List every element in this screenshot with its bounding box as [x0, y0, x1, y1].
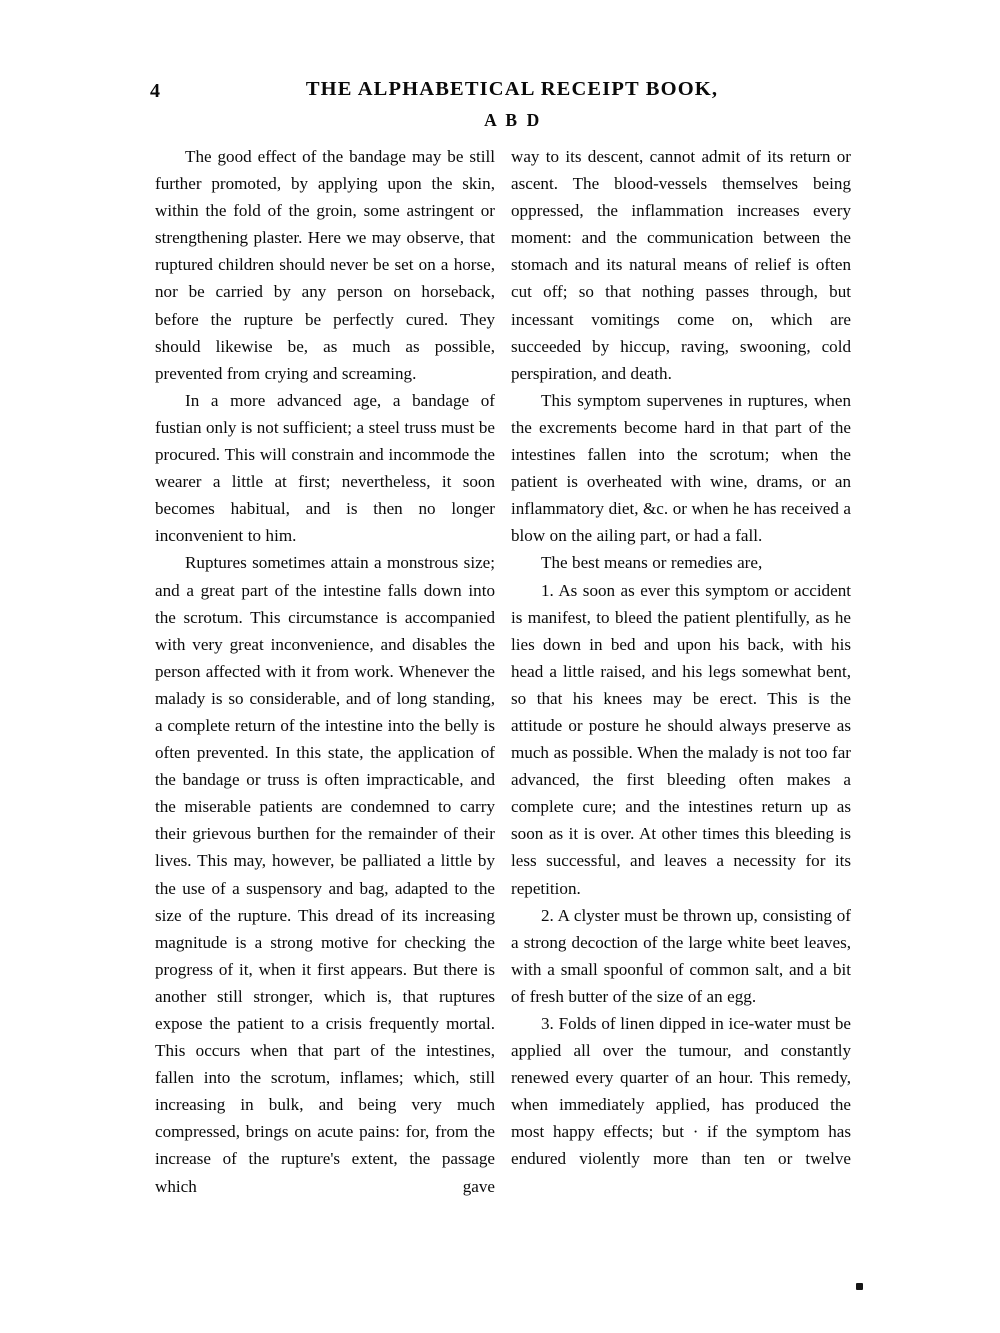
paragraph: This symptom supervenes in ruptures, when the excrements become hard in that part of the intestines fallen into the scrotum; when the patient is overheated with wine, drams, or an inflammatory diet, &c. or when he has received a blow on the ailing part, or had a fall. [511, 390, 851, 546]
book-title-header: THE ALPHABETICAL RECEIPT BOOK, [305, 78, 719, 100]
ink-speck [856, 1283, 863, 1290]
page-number: 4 [150, 80, 161, 102]
two-column-body [155, 143, 851, 1278]
section-heading: A B D [484, 110, 542, 130]
paragraph: 1. As soon as ever this symptom or accident is manifest, to bleed the patient plentifully, as he lies down in bed and upon his back, with his head a little raised, and his legs somewhat bent, so that his knees may be erect. This is the attitude or posture he should always preserve as much as possible. When the malady is not too far advanced, the first bleeding often makes a complete cure; and the intestines return up as soon as it is over. At other times this bleeding is less successful, and leaves a necessity for its repetition. [511, 580, 851, 898]
paragraph: Ruptures sometimes attain a monstrous size; and a great part of the intestine falls down into the scrotum. This circumstance is accompanied with very great inconvenience, and disables the person affected with it from work. Whenever the malady is so considerable, and of long standing, a complete return of the intestine into the belly is often prevented. In this state, the application of the bandage or truss is often impracticable, and the miserable patients are condemned to carry their grievous burthen for the remainder of their lives. This may, however, be palliated a little by the use of a suspensory and bag, adapted to the size of the rupture. This dread of its increasing magnitude is a strong motive for checking the progress of it, when it first appears. But there is another still stronger, which is, that ruptures expose the patient to a crisis frequently mortal. This occurs when that part of the intestines, fallen into the scrotum, inflames; which, still increasing in bulk, and being very much compressed, brings on acute pains: for, from the increase of the rupture's extent, the passage which gave [155, 553, 495, 1196]
paragraph: The best means or remedies are, [541, 553, 763, 573]
paragraph: 2. A clyster must be thrown up, consisting of a strong decoction of the large white beet leaves, with a small spoonful of common salt, and a bit of fresh butter of the size of an egg. [511, 905, 851, 1006]
paragraph: 3. Folds of linen dipped in ice-water must be applied all over the tumour, and constantly renewed every quarter of an hour. This remedy, when immediately applied, has produced the most happy effects; but · if the symptom has endured violently more than ten or twelve [511, 1014, 851, 1169]
running-head [150, 78, 850, 108]
column-left [155, 143, 495, 1278]
column-right [511, 143, 851, 1278]
paragraph: The good effect of the bandage may be still further promoted, by applying upon the skin, within the fold of the groin, some astringent or strengthening plaster. Here we may observe, that ruptured children should never be set on a horse, nor be carried by any person on horseback, before the rupture be perfectly cured. They should likewise be, as much as possible, prevented from crying and screaming. [155, 147, 495, 383]
paragraph: way to its descent, cannot admit of its return or ascent. The blood-vessels themselves being oppressed, the inflammation increases every moment: and the communication between the stomach and its natural means of relief is often cut off; so that nothing passes through, but incessant vomitings come on, which are succeeded by hiccup, raving, swooning, cold perspiration, and death. [511, 147, 851, 383]
paragraph: In a more advanced age, a bandage of fustian only is not sufficient; a steel truss must be procured. This will constrain and incommode the wearer a little at first; nevertheless, it soon becomes habitual, and is then no longer inconvenient to him. [155, 390, 495, 546]
